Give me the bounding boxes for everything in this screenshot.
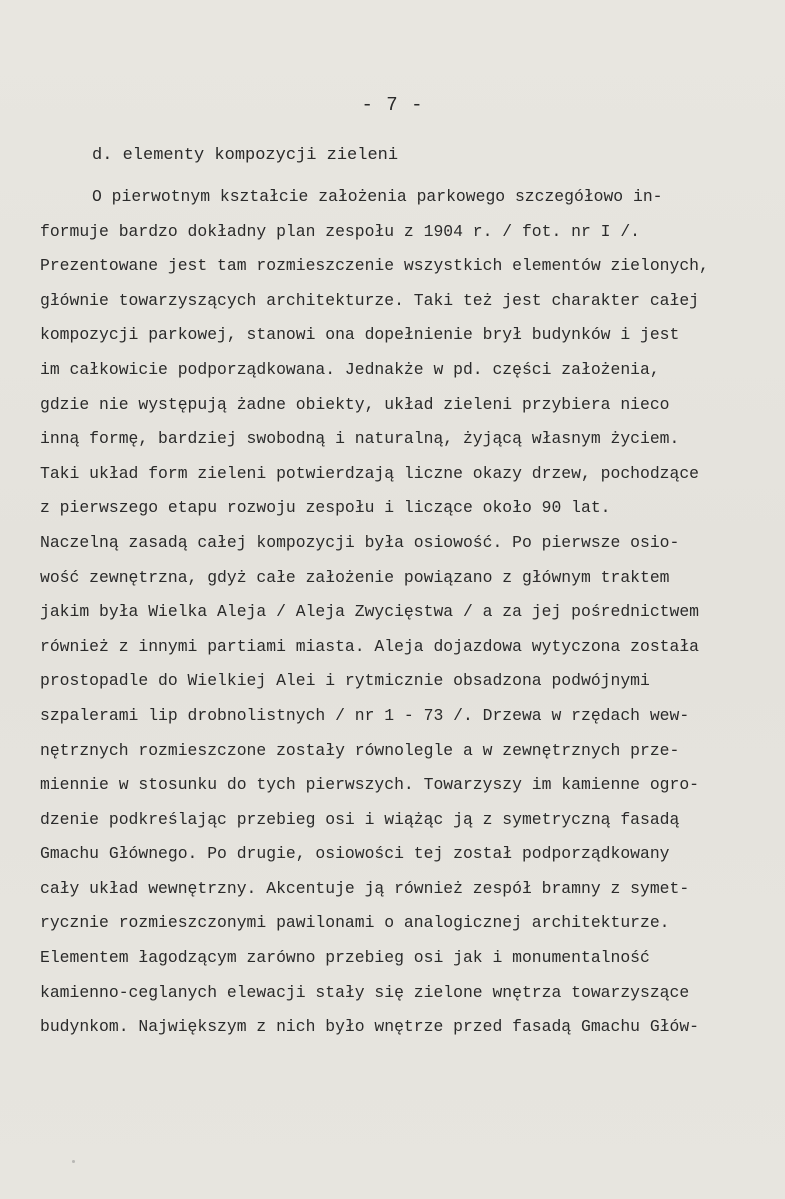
text-line: gdzie nie występują żadne obiekty, układ zieleni przybiera nieco [40,394,670,414]
body-text [40,180,752,1045]
text-line: jakim była Wielka Aleja / Aleja Zwycięstwa / a za jej pośrednictwem [40,602,700,622]
page-number: - 7 - [361,94,424,116]
text-line: O pierwotnym kształcie założenia parkowego szczegółowo in- [92,187,663,206]
text-line: im całkowicie podporządkowana. Jednakże w pd. części założenia, [40,359,660,379]
text-line: dzenie podkreślając przebieg osi i wiążąc ją z symetryczną fasadą [40,809,680,829]
text-line: Prezentowane jest tam rozmieszczenie wszystkich elementów zielonych, [40,256,709,276]
paper-speck [72,1160,75,1163]
text-line: z pierwszego etapu rozwoju zespołu i liczące około 90 lat. [40,498,611,518]
text-line: nętrznych rozmieszczone zostały równolegle a w zewnętrznych prze- [40,740,680,760]
text-line: budynkom. Największym z nich było wnętrze przed fasadą Gmachu Głów- [40,1017,700,1037]
text-line: miennie w stosunku do tych pierwszych. Towarzyszy im kamienne ogro- [40,775,700,795]
text-line: inną formę, bardziej swobodną i naturalną, żyjącą własnym życiem. [40,429,680,449]
text-line: również z innymi partiami miasta. Aleja dojazdowa wytyczona została [40,636,700,656]
text-line: rycznie rozmieszczonymi pawilonami o analogicznej architekturze. [40,913,670,933]
text-line: Taki układ form zieleni potwierdzają liczne okazy drzew, pochodzące [40,463,700,483]
text-line: prostopadle do Wielkiej Alei i rytmicznie obsadzona podwójnymi [40,671,650,691]
text-line: Gmachu Głównego. Po drugie, osiowości tej został podporządkowany [40,844,670,864]
text-line: szpalerami lip drobnolistnych / nr 1 - 73 /. Drzewa w rzędach wew- [40,705,690,725]
text-line: formuje bardzo dokładny plan zespołu z 1904 r. / fot. nr I /. [40,221,640,241]
text-line: Naczelną zasadą całej kompozycji była osiowość. Po pierwsze osio- [40,532,680,552]
text-line: kompozycji parkowej, stanowi ona dopełnienie brył budynków i jest [40,325,680,345]
text-line: cały układ wewnętrzny. Akcentuje ją również zespół bramny z symet- [40,878,690,898]
section-heading: d. elementy kompozycji zieleni [92,146,399,165]
text-line: wość zewnętrzna, gdyż całe założenie powiązano z głównym traktem [40,567,670,587]
text-line: Elementem łagodzącym zarówno przebieg osi jak i monumentalność [40,948,650,968]
text-line: głównie towarzyszących architekturze. Taki też jest charakter całej [40,290,700,310]
text-line: kamienno-ceglanych elewacji stały się zielone wnętrza towarzyszące [40,982,690,1002]
